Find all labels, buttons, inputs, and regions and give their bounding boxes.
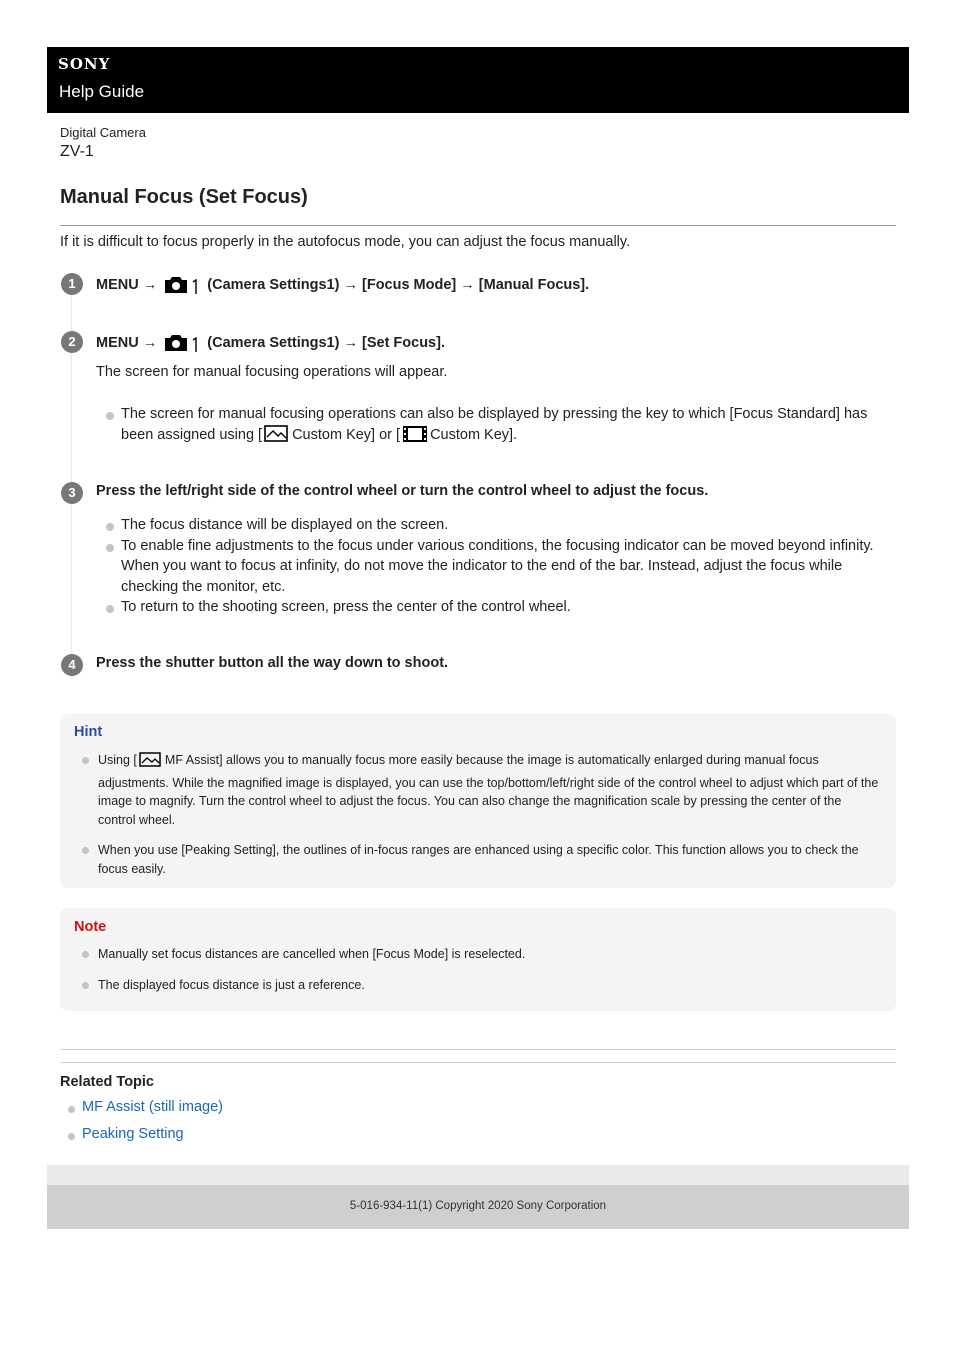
bullet-icon [82,757,89,764]
step-menu-path: (Camera Settings1) → [Set Focus]. [207,335,445,351]
intro-text: If it is difficult to focus properly in the autofocus mode, you can adjust the focus manually. [60,234,631,250]
list-item: The screen for manual focusing operations can also be displayed by pressing the key to which [Focus Standard] has been assigned using [ Custom Key] or [ Custom Key]. [96,404,886,449]
step-menu-path: (Camera Settings1) → [Focus Mode] → [Manual Focus]. [207,277,590,293]
site-header [47,47,909,113]
note-box [60,908,896,1011]
bullet-icon [106,605,114,613]
step-2-bullets [96,404,886,449]
section-divider [60,1062,896,1063]
step-number: 2 [61,331,83,353]
note-list [82,945,882,994]
list-item [68,1099,223,1126]
bullet-icon [82,982,89,989]
step-number: 1 [61,273,83,295]
product-category: Digital Camera [60,125,146,140]
brand-logo[interactable]: SONY [58,55,111,73]
list-item: To enable fine adjustments to the focus under various conditions, the focusing indicator can be moved beyond infinity. When you want to focus at infinity, do not move the indicator to the end of the bar. Instead, adjust the focus while checking the monitor, etc. [96,536,886,598]
hint-box [60,714,896,888]
related-link-peaking-setting[interactable]: Peaking Setting [82,1126,184,1142]
bullet-icon [106,544,114,552]
page-title: Manual Focus (Set Focus) [60,186,308,208]
product-model: ZV-1 [60,143,94,160]
bullet-icon [106,523,114,531]
step-2-text: The screen for manual focusing operations will appear. [96,364,448,380]
camera-settings1-icon [163,332,199,356]
bullet-icon [82,847,89,854]
related-topic-list [68,1099,223,1153]
step-menu-label: MENU → [96,277,158,293]
help-guide-title[interactable]: Help Guide [59,82,145,101]
page-footer [47,1185,909,1229]
list-item: The displayed focus distance is just a reference. [82,976,882,995]
footer-band [47,1165,909,1185]
list-item: To return to the shooting screen, press the center of the control wheel. [96,597,886,618]
step-number: 3 [61,482,83,504]
bullet-icon [68,1106,75,1113]
step-4-title: Press the shutter button all the way down to shoot. [96,655,449,671]
hint-list [82,751,882,878]
step-3-bullets [96,515,886,618]
step-menu-label: MENU → [96,335,158,351]
bullet-icon [106,412,114,420]
list-item: Manually set focus distances are cancelled when [Focus Mode] is reselected. [82,945,882,964]
list-item [68,1126,223,1153]
related-topic-title: Related Topic [60,1074,154,1090]
camera-settings1-icon [163,274,199,298]
step-number: 4 [61,654,83,676]
step-3-title: Press the left/right side of the control wheel or turn the control wheel to adjust the focus. [96,483,709,499]
still-image-icon [139,752,163,774]
hint-title: Hint [74,724,103,740]
step-1-title [96,274,589,298]
copyright-text: 5-016-934-11(1) Copyright 2020 Sony Corporation [349,1200,607,1212]
related-link-mf-assist[interactable]: MF Assist (still image) [82,1099,223,1115]
bullet-icon [68,1133,75,1140]
note-title: Note [74,919,107,935]
section-divider [60,1049,896,1050]
still-image-icon [264,425,290,450]
movie-icon [402,425,428,450]
list-item: The focus distance will be displayed on the screen. [96,515,886,536]
list-item: Using [ MF Assist] allows you to manually focus more easily because the image is automatically enlarged during manual focus adjustments. While the magnified image is displayed, you can use the top/bottom/left/right side of the control wheel to adjust which part of the image to magnify. Turn the control wheel to adjust the focus. You can also change the magnification scale by pressing the center of the control wheel. [82,751,882,829]
bullet-icon [82,951,89,958]
title-divider [60,225,896,226]
list-item: When you use [Peaking Setting], the outlines of in-focus ranges are enhanced using a specific color. This function allows you to check the focus easily. [82,841,882,878]
step-2-title [96,332,445,356]
